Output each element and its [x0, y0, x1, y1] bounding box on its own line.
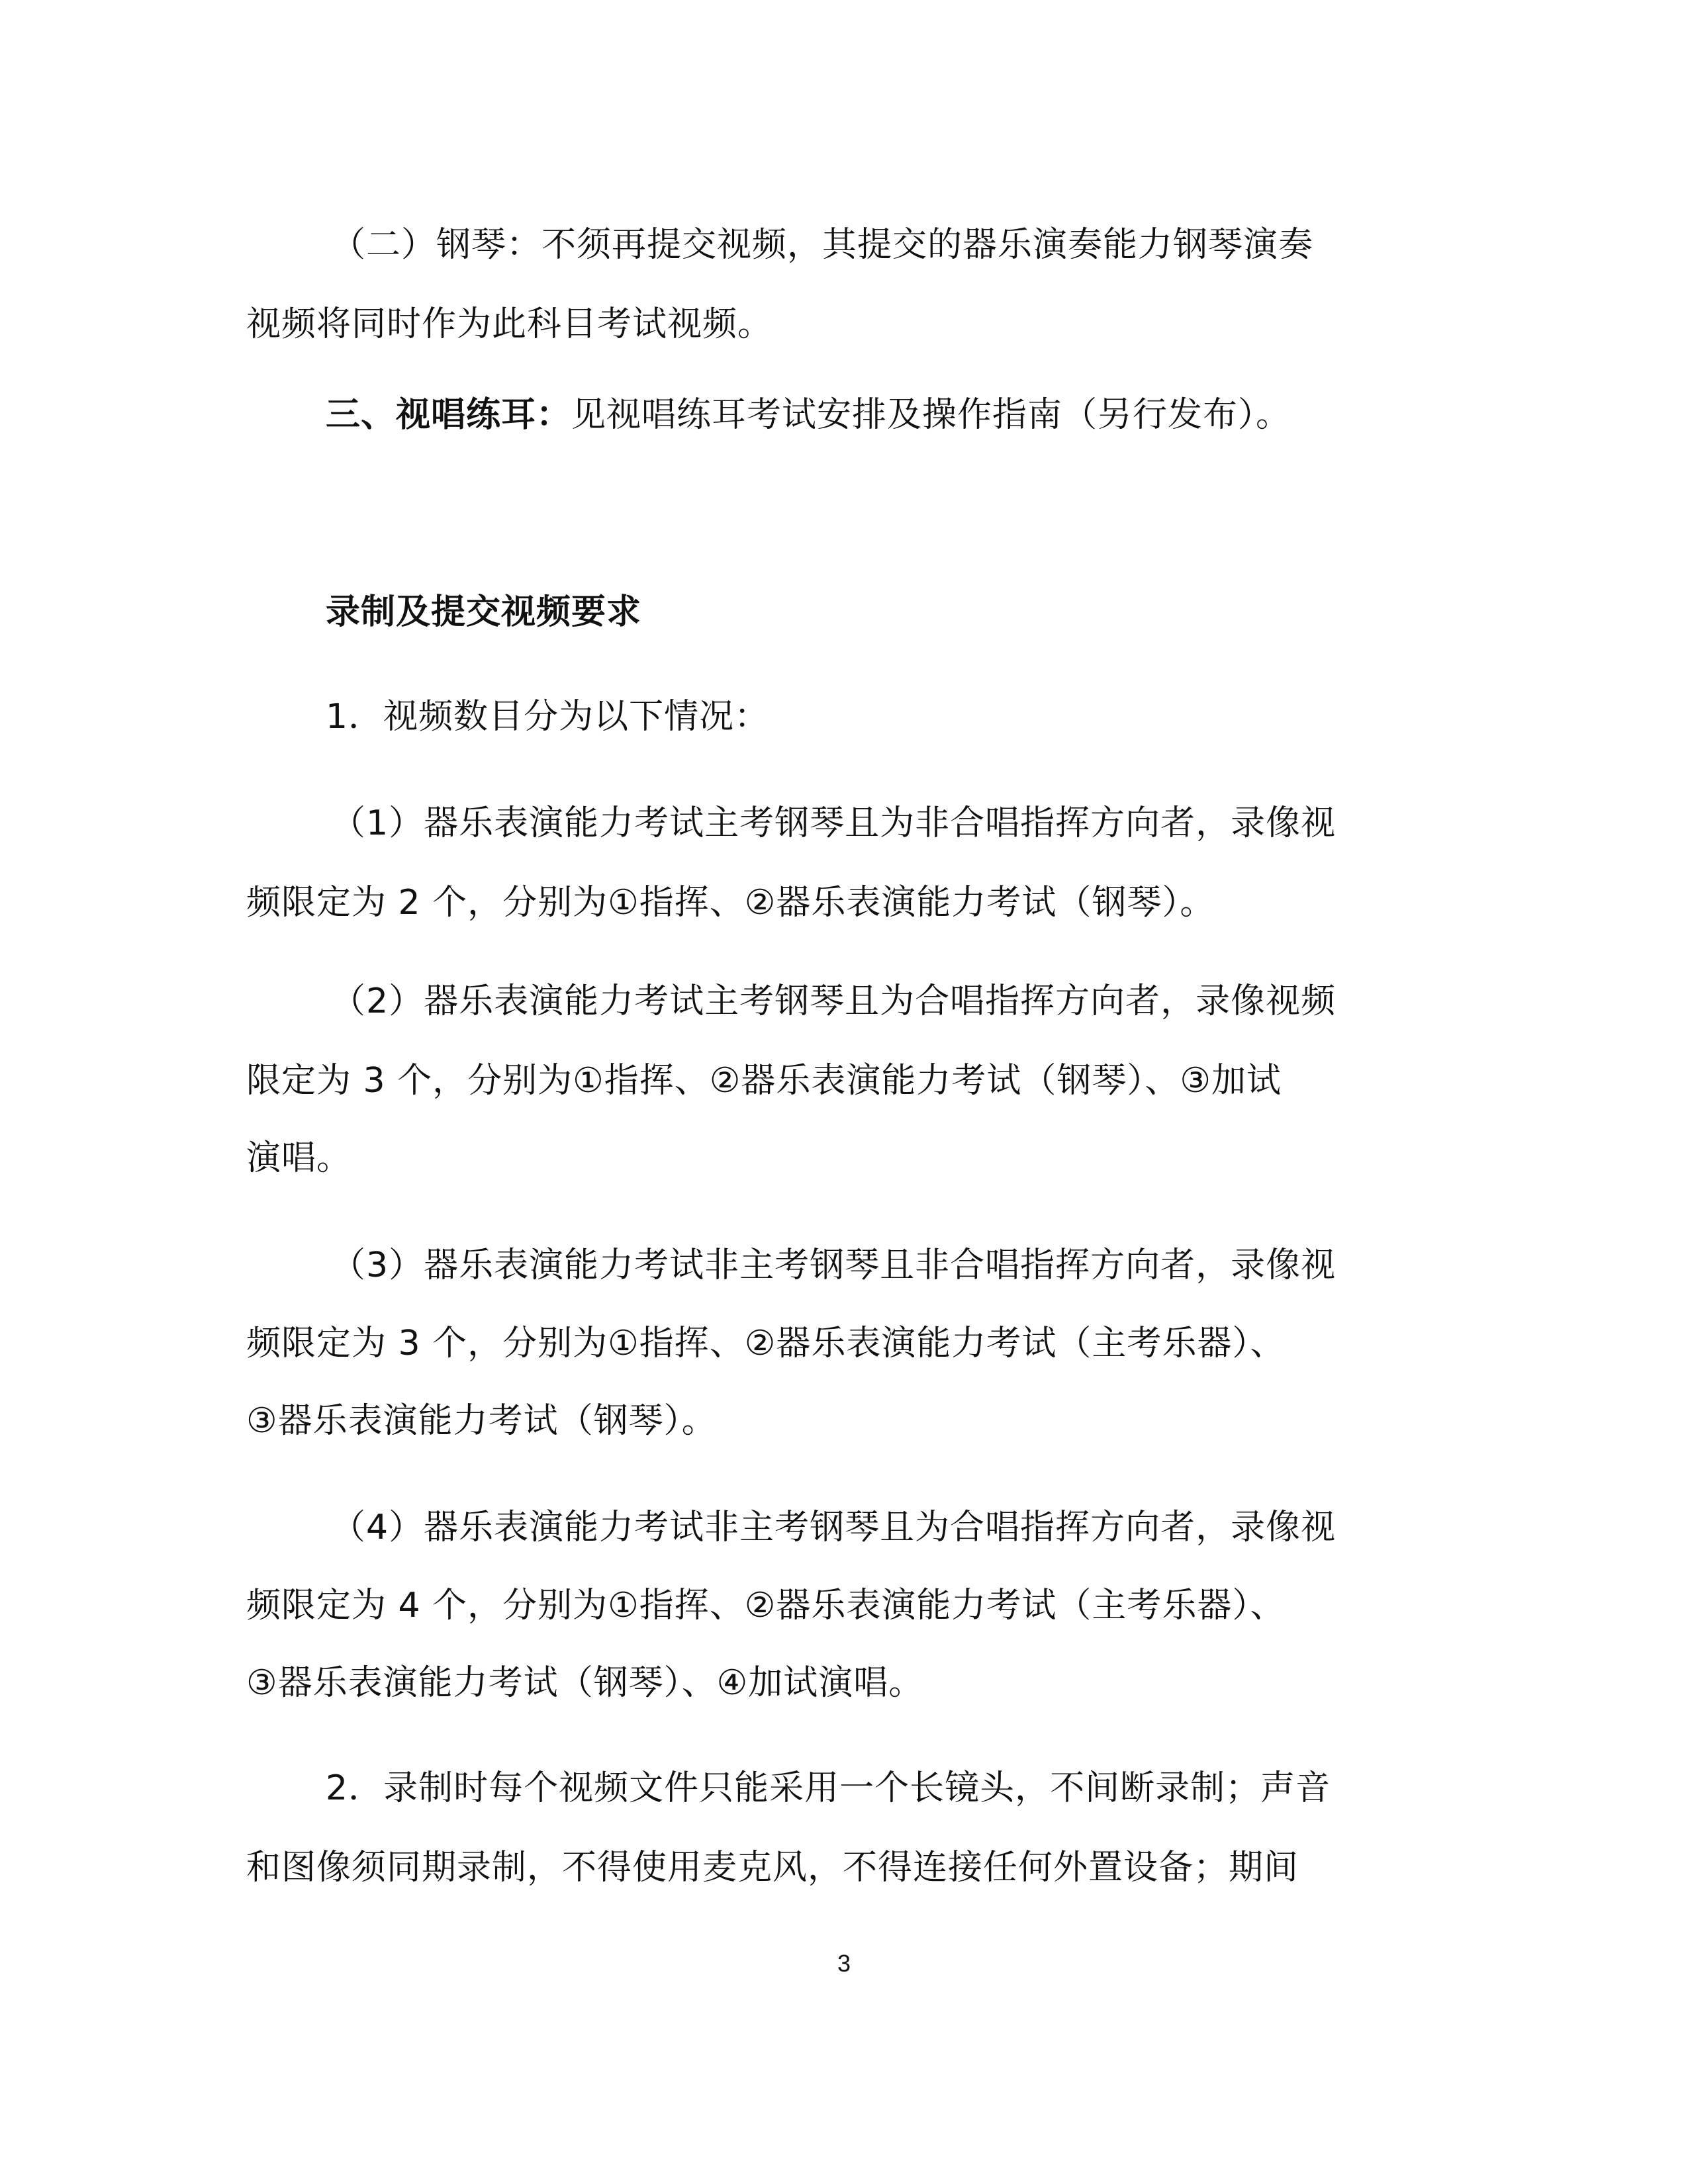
case-2-line-1: （2）器乐表演能力考试主考钢琴且为合唱指挥方向者，录像视频 [331, 981, 1336, 1021]
case-1-line-1: （1）器乐表演能力考试主考钢琴且为非合唱指挥方向者，录像视 [331, 803, 1336, 843]
sight-singing-text: 见视唱练耳考试安排及操作指南（另行发布）。 [571, 395, 1291, 435]
case-2-line-3: 演唱。 [246, 1138, 352, 1178]
page-number: 3 [837, 1950, 851, 1977]
video-count-intro: 1．视频数目分为以下情况： [326, 697, 770, 737]
case-3-line-3: ③器乐表演能力考试（钢琴）。 [246, 1401, 717, 1441]
recording-rules-line-2: 和图像须同期录制，不得使用麦克风，不得连接任何外置设备；期间 [246, 1848, 1299, 1888]
requirements-title: 录制及提交视频要求 [326, 592, 642, 632]
sight-singing-paragraph [326, 392, 1291, 438]
recording-rules-line-1: 2．录制时每个视频文件只能采用一个长镜头，不间断录制；声音 [326, 1768, 1331, 1808]
case-2-line-2: 限定为 3 个，分别为①指挥、②器乐表演能力考试（钢琴）、③加试 [246, 1061, 1282, 1101]
sight-singing-heading: 三、视唱练耳： [326, 395, 572, 435]
piano-paragraph-line-2: 视频将同时作为此科目考试视频。 [246, 304, 773, 344]
case-3-line-1: （3）器乐表演能力考试非主考钢琴且非合唱指挥方向者，录像视 [331, 1246, 1336, 1285]
case-3-line-2: 频限定为 3 个，分别为①指挥、②器乐表演能力考试（主考乐器）、 [246, 1324, 1286, 1363]
case-1-line-2: 频限定为 2 个，分别为①指挥、②器乐表演能力考试（钢琴）。 [246, 883, 1215, 923]
piano-paragraph-line-1: （二）钢琴：不须再提交视频，其提交的器乐演奏能力钢琴演奏 [331, 225, 1314, 265]
case-4-line-3: ③器乐表演能力考试（钢琴）、④加试演唱。 [246, 1663, 924, 1703]
case-4-line-2: 频限定为 4 个，分别为①指挥、②器乐表演能力考试（主考乐器）、 [246, 1586, 1286, 1625]
case-4-line-1: （4）器乐表演能力考试非主考钢琴且为合唱指挥方向者，录像视 [331, 1508, 1336, 1547]
